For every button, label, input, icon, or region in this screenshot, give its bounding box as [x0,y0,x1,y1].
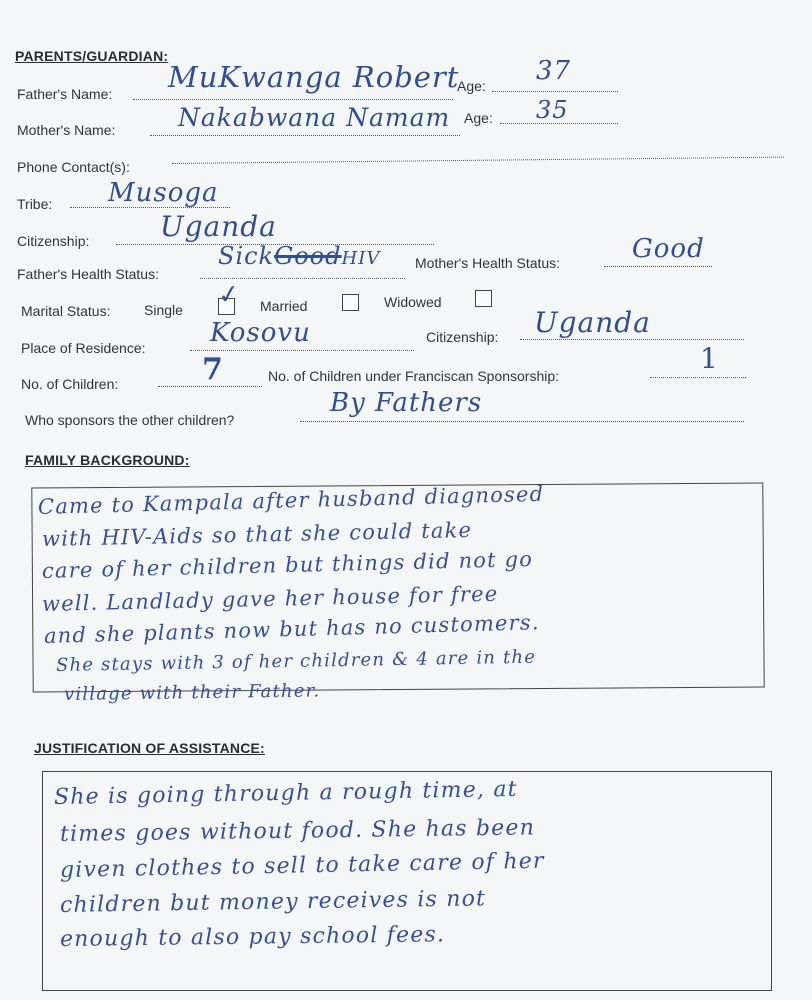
sponsors-line [300,421,744,422]
tribe-value: Musoga [108,178,219,208]
mother-age-label: Age: [464,110,493,126]
justification-line: given clothes to sell to take care of her [59,848,545,883]
checkmark-icon: ✓ [216,278,242,312]
residence-label: Place of Residence: [21,340,146,356]
sponsored-label: No. of Children under Franciscan Sponsorship: [268,368,560,384]
family-background-line: and she plants now but has no customers. [43,610,541,648]
children-label: No. of Children: [21,376,119,392]
mother-health-value: Good [632,234,705,264]
citizenship-value: Uganda [160,210,277,243]
mother-health-label: Mother's Health Status: [415,255,561,271]
father-health-value [218,242,380,270]
justification-line: children but money receives is not [59,886,487,918]
family-background-line: care of her children but things did not go [41,547,534,583]
sponsored-value: 1 [700,342,719,375]
justification-line: times goes without food. She has been [59,815,536,847]
citizenship2-line [520,339,744,340]
father-age-label: Age: [457,78,486,94]
family-background-line: with HIV-Aids so that she could take [41,517,473,551]
family-background-line: Came to Kampala after husband diagnosed [37,481,545,519]
mother-age-value: 35 [536,96,569,124]
father-age-line [492,91,618,92]
section-heading-parents: PARENTS/GUARDIAN: [15,48,169,64]
mother-name-line [150,135,460,136]
father-health-value-hiv: HIV [341,248,381,269]
married-label: Married [260,298,308,314]
phone-label: Phone Contact(s): [17,159,130,175]
family-background-line: She stays with 3 of her children & 4 are in the [55,646,537,676]
residence-value: Kosovu [210,318,311,348]
sponsors-label: Who sponsors the other children? [25,412,235,428]
father-health-value-struck: Good [274,242,342,270]
widowed-label: Widowed [384,294,442,310]
father-name-line [133,99,453,100]
residence-line [190,350,414,351]
sponsored-line [650,377,746,378]
marital-status-label: Marital Status: [21,303,111,319]
tribe-label: Tribe: [17,196,53,212]
father-name-label: Father's Name: [17,86,113,102]
family-background-line: village with their Father. [63,680,321,705]
mother-name-label: Mother's Name: [17,122,116,138]
justification-line: She is going through a rough time, at [53,776,518,810]
married-checkbox[interactable] [342,294,359,311]
family-background-line: well. Landlady gave her house for free [41,581,499,616]
section-heading-family: FAMILY BACKGROUND: [25,452,190,468]
section-heading-justification: JUSTIFICATION OF ASSISTANCE: [34,740,265,756]
citizenship2-value: Uganda [534,306,651,339]
father-name-value: MuKwanga Robert [168,60,460,94]
sponsors-value: By Fathers [330,388,483,418]
phone-line [172,157,784,164]
father-health-label: Father's Health Status: [17,266,159,282]
single-label: Single [144,302,183,318]
justification-line: enough to also pay school fees. [59,922,446,952]
father-health-value-sick: Sick [218,242,275,270]
citizenship-label: Citizenship: [17,233,90,249]
mother-name-value: Nakabwana Namam [178,103,451,132]
children-value: 7 [202,352,224,387]
widowed-checkbox[interactable] [475,290,492,307]
citizenship2-label: Citizenship: [426,329,499,345]
father-age-value: 37 [536,56,572,86]
mother-health-line [604,266,712,267]
